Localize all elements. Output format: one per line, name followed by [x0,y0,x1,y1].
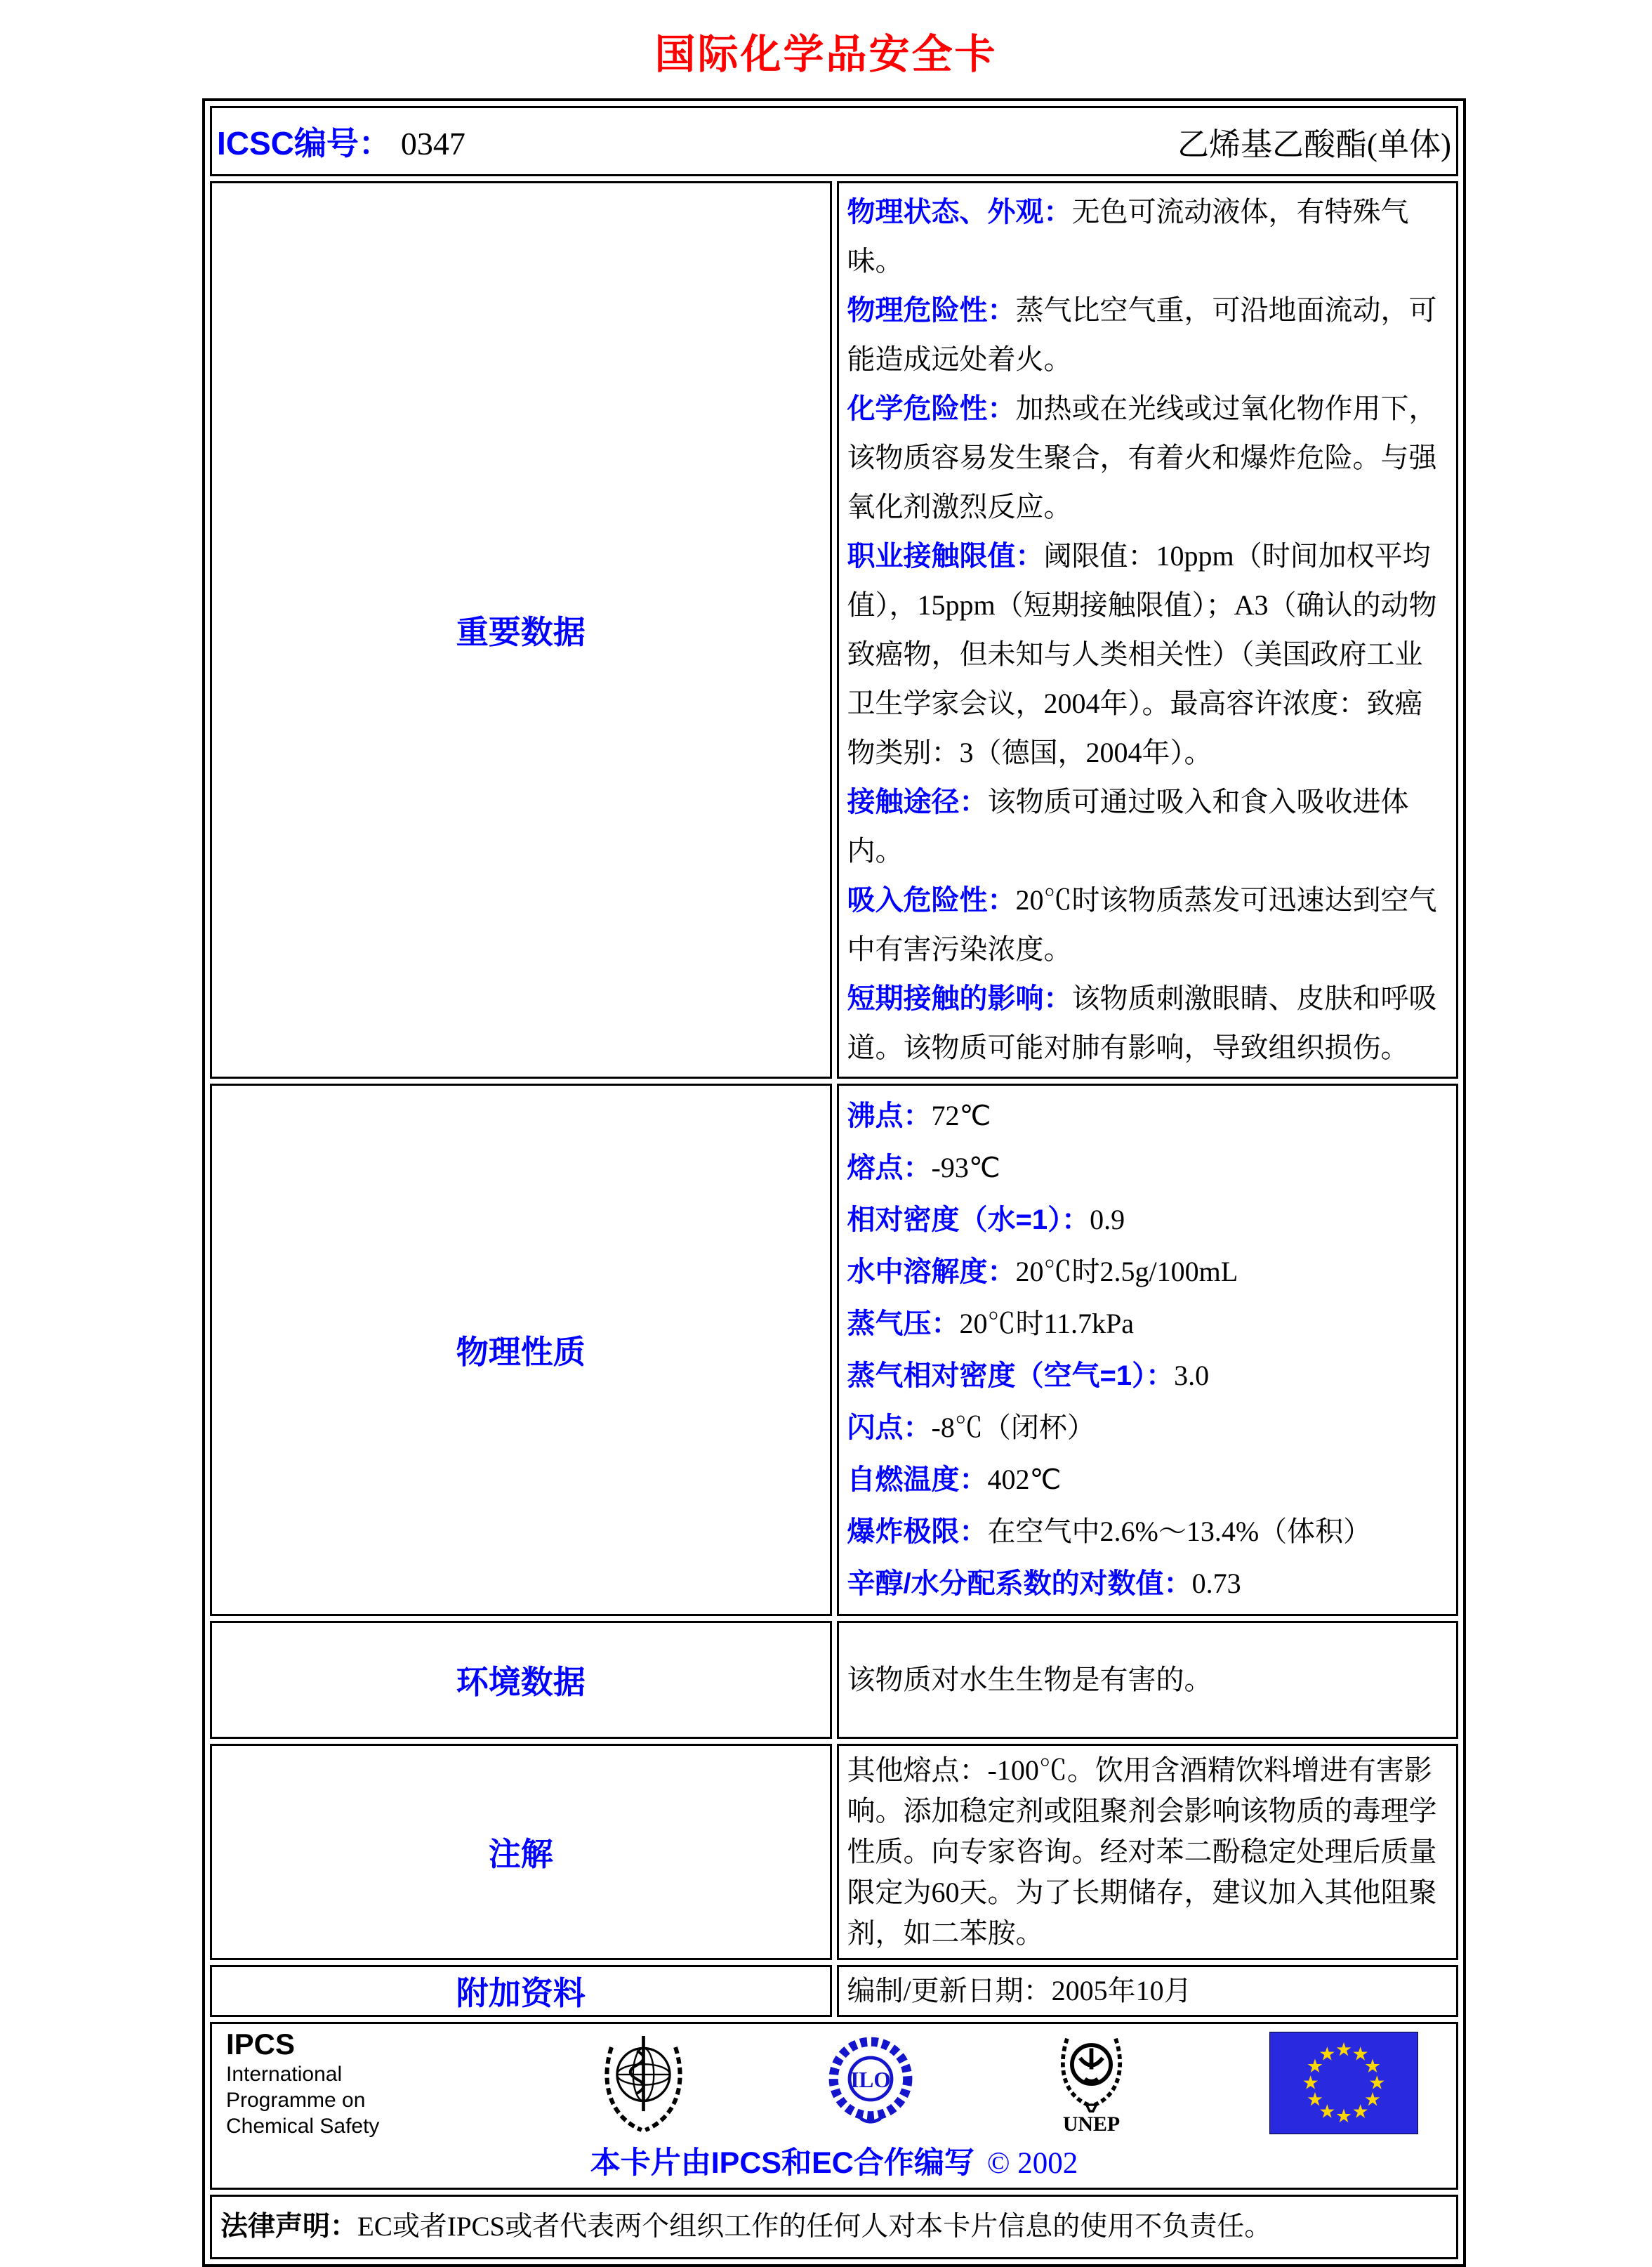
entry-text: 该物质刺激眼睛、皮肤和呼吸道。该物质可能对肺有影响，导致组织损伤。 [847,983,1437,1063]
ilo-logo-icon [828,2030,913,2136]
data-entry [847,1350,1448,1402]
data-entry [847,1194,1448,1246]
entry-label: 蒸气压： [847,1308,960,1339]
icsc-card-table [202,98,1466,2267]
entry-label: 蒸气相对密度（空气=1）： [847,1360,1175,1391]
entry-text: 3.0 [1174,1360,1210,1391]
entry-text: 无色可流动液体，有特殊气味。 [847,196,1409,277]
section-row-notes [210,1744,1458,1960]
section-label-notes: 注解 [210,1744,832,1960]
section-row-environment [210,1621,1458,1739]
legal-row [210,2195,1458,2259]
data-entry [847,1090,1448,1142]
entry-label: 化学危险性： [847,393,1016,424]
data-entry [847,1402,1448,1454]
logos-cell [210,2022,1458,2190]
entry-text: 72℃ [931,1100,991,1131]
entry-text: 在空气中2.6%～13.4%（体积） [987,1516,1372,1547]
entry-label: 接触途径： [847,787,988,817]
entry-label: 闪点： [847,1412,932,1443]
unep-logo-label: UNEP [1062,2112,1120,2136]
icsc-number-group [217,118,465,164]
data-entry [847,1558,1448,1610]
icsc-number-value: 0347 [400,126,465,162]
chemical-name: 乙烯基乙酸酯(单体) [1177,126,1451,162]
header-row [210,106,1458,176]
entry-label: 吸入危险性： [847,885,1016,916]
entry-label: 物理状态、外观： [847,197,1072,228]
page-title: 国际化学品安全卡 [654,32,998,77]
section-label-additional: 附加资料 [210,1965,832,2017]
section-row-important [210,181,1458,1079]
data-entry [847,1298,1448,1350]
ipcs-line: Programme on [226,2088,366,2112]
environment-text: 该物质对水生生物是有害的。 [847,1664,1212,1695]
entry-label: 水中溶解度： [847,1256,1016,1287]
entry-label: 自燃温度： [847,1464,988,1495]
section-row-physical [210,1084,1458,1616]
data-entry [847,384,1448,532]
section-content-environment [837,1621,1459,1739]
logos-row [210,2022,1458,2190]
section-content-important [837,181,1459,1079]
data-entry [847,188,1448,286]
ipcs-text-block [226,2028,458,2139]
entry-label: 相对密度（水=1）： [847,1204,1090,1235]
entry-text: 20℃时该物质蒸发可迅速达到空气中有害污染浓度。 [847,884,1437,965]
entry-label: 职业接触限值： [847,541,1044,572]
data-entry [847,1454,1448,1506]
entry-text: 20℃时2.5g/100mL [1015,1256,1238,1287]
data-entry [847,876,1448,974]
entry-label: 物理危险性： [847,295,1016,326]
caption-text: 本卡片由IPCS和EC合作编写 [590,2146,974,2180]
data-entry [847,777,1448,876]
entry-text: 加热或在光线或过氧化物作用下，该物质容易发生聚合，有着火和爆炸危险。与强氧化剂激烈反应。 [847,393,1437,523]
notes-text: 其他熔点：-100℃。饮用含酒精饮料增进有害影响。添加稳定剂或阻聚剂会影响该物质的毒理学性质。向专家咨询。经对苯二酚稳定处理后质量限定为60天。为了长期储存，建议加入其他阻聚剂，如二苯胺。 [847,1754,1437,1949]
data-entry [847,286,1448,384]
eu-flag-icon [1269,2032,1418,2134]
data-entry [847,1506,1448,1558]
section-label-physical: 物理性质 [210,1084,832,1616]
entry-label: 辛醇/水分配系数的对数值： [847,1568,1192,1599]
who-logo-icon [596,2030,691,2136]
entry-text: 蒸气比空气重，可沿地面流动，可能造成远处着火。 [847,294,1437,375]
section-content-physical [837,1084,1459,1616]
entry-label: 短期接触的影响： [847,983,1072,1014]
section-label-important: 重要数据 [210,181,832,1079]
entry-text: 0.9 [1090,1204,1125,1235]
ipcs-title: IPCS [226,2027,296,2061]
section-content-additional [837,1965,1459,2017]
copyright-text: © 2002 [986,2147,1078,2180]
section-content-notes [837,1744,1459,1960]
ipcs-line: International [226,2062,343,2086]
data-entry [847,1246,1448,1298]
ilo-logo-label: ILO [850,2068,891,2092]
header-cell [210,106,1458,176]
entry-label: 沸点： [847,1100,932,1131]
ipcs-line: Chemical Safety [226,2114,380,2138]
legal-text: EC或者IPCS或者代表两个组织工作的任何人对本卡片信息的使用不负责任。 [357,2212,1272,2242]
entry-text: 20℃时11.7kPa [959,1308,1135,1339]
section-label-environment: 环境数据 [210,1621,832,1739]
legal-cell [210,2195,1458,2259]
entry-text: -93℃ [931,1152,1000,1183]
legal-label: 法律声明： [220,2212,358,2242]
additional-text: 编制/更新日期：2005年10月 [847,1975,1192,2006]
entry-text: 0.73 [1191,1568,1241,1599]
unep-logo-icon [1051,2030,1132,2136]
entry-text: 该物质可通过吸入和食入吸收进体内。 [847,786,1409,867]
section-row-additional [210,1965,1458,2017]
entry-text: -8℃（闭杯） [931,1412,1095,1443]
data-entry [847,532,1448,777]
entry-label: 爆炸极限： [847,1516,988,1547]
entry-label: 熔点： [847,1152,932,1183]
cooperation-caption [222,2139,1446,2182]
data-entry [847,1142,1448,1194]
entry-text: 402℃ [987,1464,1062,1495]
icsc-number-label: ICSC编号： [217,125,391,162]
entry-text: 阈限值：10ppm（时间加权平均值），15ppm（短期接触限值）；A3（确认的动物致癌物，但未知与人类相关性）（美国政府工业卫生学家会议，2004年）。最高容许浓度：致癌物类别：3（德国，2004年）。 [847,540,1437,768]
data-entry [847,974,1448,1072]
